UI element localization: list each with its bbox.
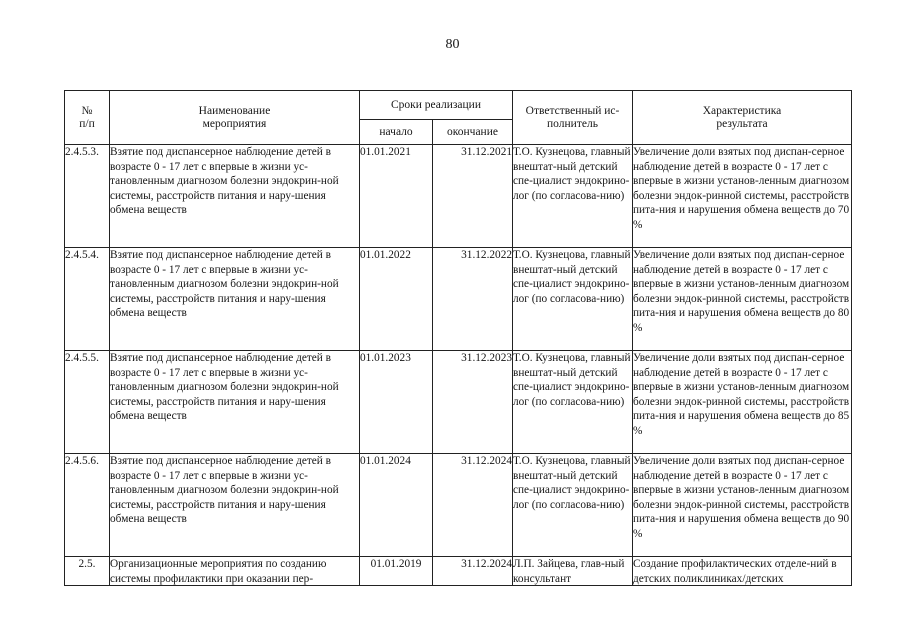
row-number: 2.4.5.5. [65,351,110,454]
activity-name [110,557,360,586]
end-date: 31.12.2021 [433,145,513,248]
responsible-person-text: Л.П. Зайцева, глав-ный консультант [513,558,625,585]
expected-result: Увеличение доли взятых под диспан-серное наблюдение детей в возрасте 0 - 17 лет с впервые в жизни установ-ленным диагнозом болезни эндок-ринной системы, расстройств пита-ния и нарушения обмена веществ до 70 % [633,145,852,248]
responsible-person [513,557,633,586]
start-date: 01.01.2021 [360,145,433,248]
end-date [433,557,513,586]
expected-result: Увеличение доли взятых под диспан-серное наблюдение детей в возрасте 0 - 17 лет с впервые в жизни установ-ленным диагнозом болезни эндок-ринной системы, расстройств пита-ния и нарушения обмена веществ до 90 % [633,454,852,557]
header-period: Сроки реализации [360,91,513,120]
start-date: 01.01.2022 [360,248,433,351]
expected-result [633,557,852,586]
row-number: 2.4.5.3. [65,145,110,248]
page-number: 80 [445,37,460,52]
end-date: 31.12.2024 [433,454,513,557]
table-row [65,454,852,557]
table-row [65,351,852,454]
responsible-person: Т.О. Кузнецова, главный внештат-ный детский спе-циалист эндокрино-лог (по согласова-нию) [513,248,633,351]
expected-result: Увеличение доли взятых под диспан-серное наблюдение детей в возрасте 0 - 17 лет с впервые в жизни установ-ленным диагнозом болезни эндок-ринной системы, расстройств пита-ния и нарушения обмена веществ до 85 % [633,351,852,454]
start-date [360,557,433,586]
row-number: 2.4.5.4. [65,248,110,351]
row-number-text: 2.5. [78,558,96,570]
header-responsible: Ответственный ис- полнитель [513,91,633,145]
expected-result: Увеличение доли взятых под диспан-серное наблюдение детей в возрасте 0 - 17 лет с впервые в жизни установ-ленным диагнозом болезни эндок-ринной системы, расстройств пита-ния и нарушения обмена веществ до 80 % [633,248,852,351]
responsible-person: Т.О. Кузнецова, главный внештат-ный детский спе-циалист эндокрино-лог (по согласова-нию) [513,351,633,454]
header-start: начало [360,120,433,145]
row-number: 2.4.5.6. [65,454,110,557]
header-name: Наименование мероприятия [110,91,360,145]
end-date: 31.12.2023 [433,351,513,454]
start-date-text: 01.01.2019 [370,558,422,570]
table-row [65,248,852,351]
responsible-person: Т.О. Кузнецова, главный внештат-ный детский спе-циалист эндокрино-лог (по согласова-нию) [513,145,633,248]
end-date: 31.12.2022 [433,248,513,351]
activity-name-text: Организационные мероприятия по созданию системы профилактики при оказании пер- [110,558,327,585]
activity-name: Взятие под диспансерное наблюдение детей в возрасте 0 - 17 лет с впервые в жизни ус-тановленным диагнозом болезни эндокрин-ной системы, расстройств питания и нару-шения обмена веществ [110,248,360,351]
activity-name: Взятие под диспансерное наблюдение детей в возрасте 0 - 17 лет с впервые в жизни ус-тановленным диагнозом болезни эндокрин-ной системы, расстройств питания и нару-шения обмена веществ [110,454,360,557]
end-date-text: 31.12.2024 [461,558,512,570]
activity-name: Взятие под диспансерное наблюдение детей в возрасте 0 - 17 лет с впервые в жизни ус-тановленным диагнозом болезни эндокрин-ной системы, расстройств питания и нару-шения обмена веществ [110,351,360,454]
activity-name: Взятие под диспансерное наблюдение детей в возрасте 0 - 17 лет с впервые в жизни ус-тановленным диагнозом болезни эндокрин-ной системы, расстройств питания и нару-шения обмена веществ [110,145,360,248]
start-date: 01.01.2023 [360,351,433,454]
responsible-person: Т.О. Кузнецова, главный внештат-ный детский спе-циалист эндокрино-лог (по согласова-нию) [513,454,633,557]
table-row [65,557,852,586]
table-header-row [65,91,852,120]
row-number [65,557,110,586]
activities-table [64,90,852,586]
header-result: Характеристика результата [633,91,852,145]
expected-result-text: Создание профилактических отделе-ний в детских поликлиниках/детских [633,558,837,585]
header-num: № п/п [65,91,110,145]
start-date: 01.01.2024 [360,454,433,557]
table-row [65,145,852,248]
header-end: окончание [433,120,513,145]
